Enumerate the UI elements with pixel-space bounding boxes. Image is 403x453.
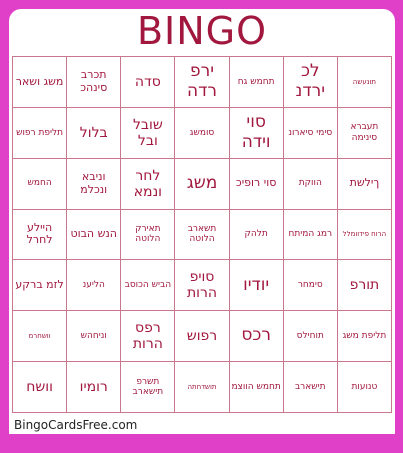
bingo-cell[interactable]: לזמ ברקע [13, 260, 67, 311]
bingo-cell[interactable]: רומיו [67, 362, 121, 413]
bingo-cell[interactable]: הביש הכוסב [121, 260, 175, 311]
bingo-cell[interactable]: רכס [230, 311, 284, 362]
bingo-cell[interactable]: הווקת [284, 159, 338, 210]
bingo-cell[interactable]: תליפת משג [338, 311, 392, 362]
bingo-cell[interactable]: לכ ירדנ [284, 57, 338, 108]
bingo-cell[interactable]: וושחרמ [13, 311, 67, 362]
bingo-cell[interactable]: רפוש [175, 311, 229, 362]
bingo-cell[interactable]: סוי רופיכ [230, 159, 284, 210]
bingo-cell[interactable]: רפס הרות [121, 311, 175, 362]
bingo-cell[interactable]: משג ושאר [13, 57, 67, 108]
bingo-cell[interactable]: לחר ונמא [121, 159, 175, 210]
bingo-cell[interactable]: בלול [67, 108, 121, 159]
bingo-cell[interactable]: החמש [13, 159, 67, 210]
bingo-cell[interactable]: סומשג [175, 108, 229, 159]
bingo-cell[interactable]: סויפ הרות [175, 260, 229, 311]
bingo-cell[interactable]: תחמש הווצמ [230, 362, 284, 413]
bingo-grid [12, 56, 392, 413]
bingo-cell[interactable]: תלהק [230, 210, 284, 261]
bingo-cell[interactable]: תכרב סינהכ [67, 57, 121, 108]
bingo-cell[interactable]: תחמש גח [230, 57, 284, 108]
bingo-cell[interactable]: היילע לחרל [13, 210, 67, 261]
bingo-cell[interactable]: סוי וידה [230, 108, 284, 159]
bingo-cell[interactable]: הליענ [67, 260, 121, 311]
bingo-cell[interactable]: הרוח פידוומלל [338, 210, 392, 261]
bingo-cell[interactable]: תשרפ תישארב [121, 362, 175, 413]
bingo-cell[interactable]: תישארב [284, 362, 338, 413]
bingo-cell[interactable]: טנועות [338, 362, 392, 413]
bingo-cell[interactable]: וושח [13, 362, 67, 413]
bingo-cell[interactable]: סדה [121, 57, 175, 108]
bingo-cell[interactable]: רמג המיתח [284, 210, 338, 261]
bingo-cell[interactable]: תאירק הלוטה [121, 210, 175, 261]
bingo-cell[interactable]: ךילשת [338, 159, 392, 210]
bingo-card [9, 9, 395, 434]
bingo-cell[interactable]: סימחר [284, 260, 338, 311]
bingo-cell[interactable]: וניבא ונכלמ [67, 159, 121, 210]
bingo-cell[interactable]: תורפ [338, 260, 392, 311]
bingo-cell[interactable]: תוחילס [284, 311, 338, 362]
bingo-cell[interactable]: וניחהש [67, 311, 121, 362]
bingo-cell[interactable]: שובל ובל [121, 108, 175, 159]
bingo-cell[interactable]: יודיו [230, 260, 284, 311]
card-title: BINGO [136, 9, 268, 53]
bingo-cell[interactable]: תשארב הלוטה [175, 210, 229, 261]
bingo-cell[interactable]: תונעשה [338, 57, 392, 108]
bingo-cell[interactable]: תושדחתה [175, 362, 229, 413]
bingo-cell[interactable]: ירפ רדה [175, 57, 229, 108]
bingo-cell[interactable]: תליפת רפוש [13, 108, 67, 159]
bingo-cell[interactable]: תעברא סינימה [338, 108, 392, 159]
bingo-cell[interactable]: משג [175, 159, 229, 210]
bingo-cell[interactable]: הנש הבוט [67, 210, 121, 261]
footer-credit: BingoCardsFree.com [14, 418, 138, 432]
bingo-cell[interactable]: סימי סיארונ [284, 108, 338, 159]
